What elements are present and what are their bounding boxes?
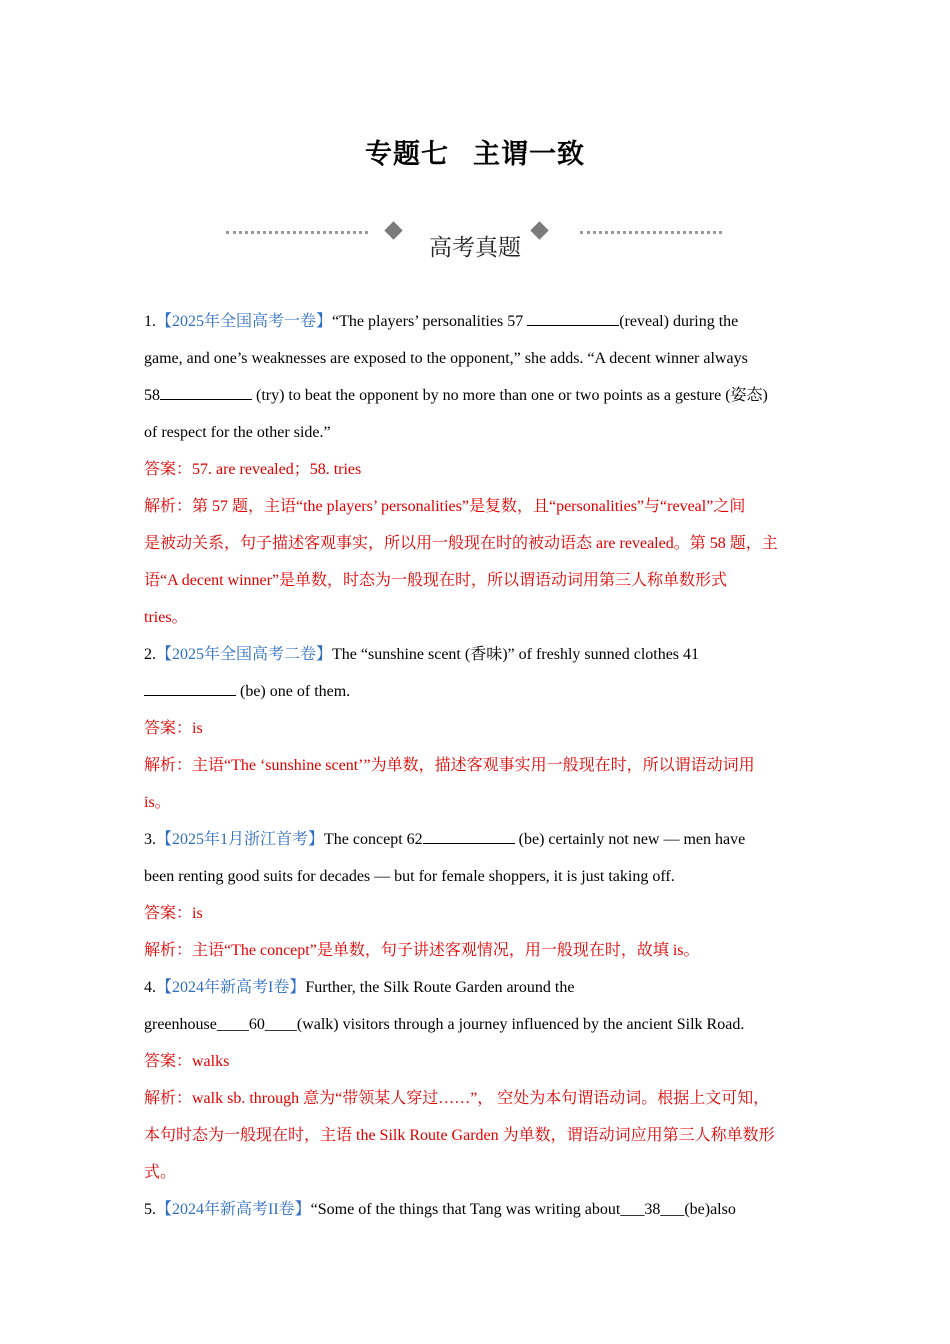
answer: 答案：57. are revealed；58. tries — [144, 461, 362, 478]
question-text: 1.【2025年全国高考一卷】“The players’ personalities 57 (reveal) during the game, and one’s weaknesses are exposed to the opponent,” she adds. “A decent winner always 58 (try) to beat the opponent by no more than one or two points as a gesture (姿态) of respect for the other side.” — [144, 313, 768, 441]
answer-blank — [423, 829, 515, 844]
question-source: 【2025年1月浙江首考】 — [156, 831, 325, 848]
section-banner-label: 高考真题 — [429, 235, 521, 261]
question-source: 【2024年新高考II卷】 — [156, 1201, 311, 1218]
answer: 答案：is — [144, 905, 203, 922]
question-text: 2.【2025年全国高考二卷】The “sunshine scent (香味)” of freshly sunned clothes 41 (be) one of them. — [144, 646, 700, 700]
question-source: 【2025年全国高考二卷】 — [156, 646, 333, 663]
question-item — [144, 303, 808, 636]
analysis: 解析：主语“The ‘sunshine scent’”为单数，描述客观事实用一般现在时，所以谓语动词用 is。 — [144, 757, 755, 811]
question-item — [144, 1191, 808, 1228]
dotted-rule-right — [580, 231, 722, 237]
analysis: 解析：主语“The concept”是单数，句子讲述客观情况，用一般现在时，故填 is。 — [144, 942, 700, 959]
question-text: 4.【2024年新高考I卷】Further, the Silk Route Garden around the greenhouse____60____(walk) visitors through a journey influenced by the ancient Silk Road. — [144, 979, 745, 1033]
answer-blank — [144, 681, 236, 696]
answer-blank — [527, 311, 619, 326]
answer-blank — [160, 385, 252, 400]
section-banner — [0, 212, 950, 272]
question-text: 5.【2024年新高考II卷】“Some of the things that Tang was writing about___38___(be)also — [144, 1201, 736, 1218]
question-text: 3.【2025年1月浙江首考】The concept 62 (be) certainly not new — men have been renting good suits for decades — but for female shoppers, it is just taking off. — [144, 831, 746, 885]
question-item — [144, 969, 808, 1191]
title-sub: 主谓一致 — [473, 139, 585, 170]
page-title — [0, 132, 950, 171]
title-main: 专题七 — [365, 139, 449, 170]
answer: 答案：is — [144, 720, 203, 737]
question-source: 【2024年新高考I卷】 — [156, 979, 306, 996]
answer: 答案：walks — [144, 1053, 230, 1070]
question-source: 【2025年全国高考一卷】 — [156, 313, 333, 330]
question-list — [144, 303, 808, 1228]
question-item — [144, 821, 808, 969]
question-item — [144, 636, 808, 821]
analysis: 解析：walk sb. through 意为“带领某人穿过……”， 空处为本句谓语动词。根据上文可知， 本句时态为一般现在时，主语 the Silk Route Garden 为单数，谓语动词应用第三人称单数形 式。 — [144, 1090, 775, 1181]
analysis: 解析：第 57 题，主语“the players’ personalities”是复数，且“personalities”与“reveal”之间 是被动关系，句子描述客观事实，所以用一般现在时的被动语态 are revealed。第 58 题，主 语“A decent winner”是单数，时态为一般现在时，所以谓语动词用第三人称单数形式 tries。 — [144, 498, 778, 626]
